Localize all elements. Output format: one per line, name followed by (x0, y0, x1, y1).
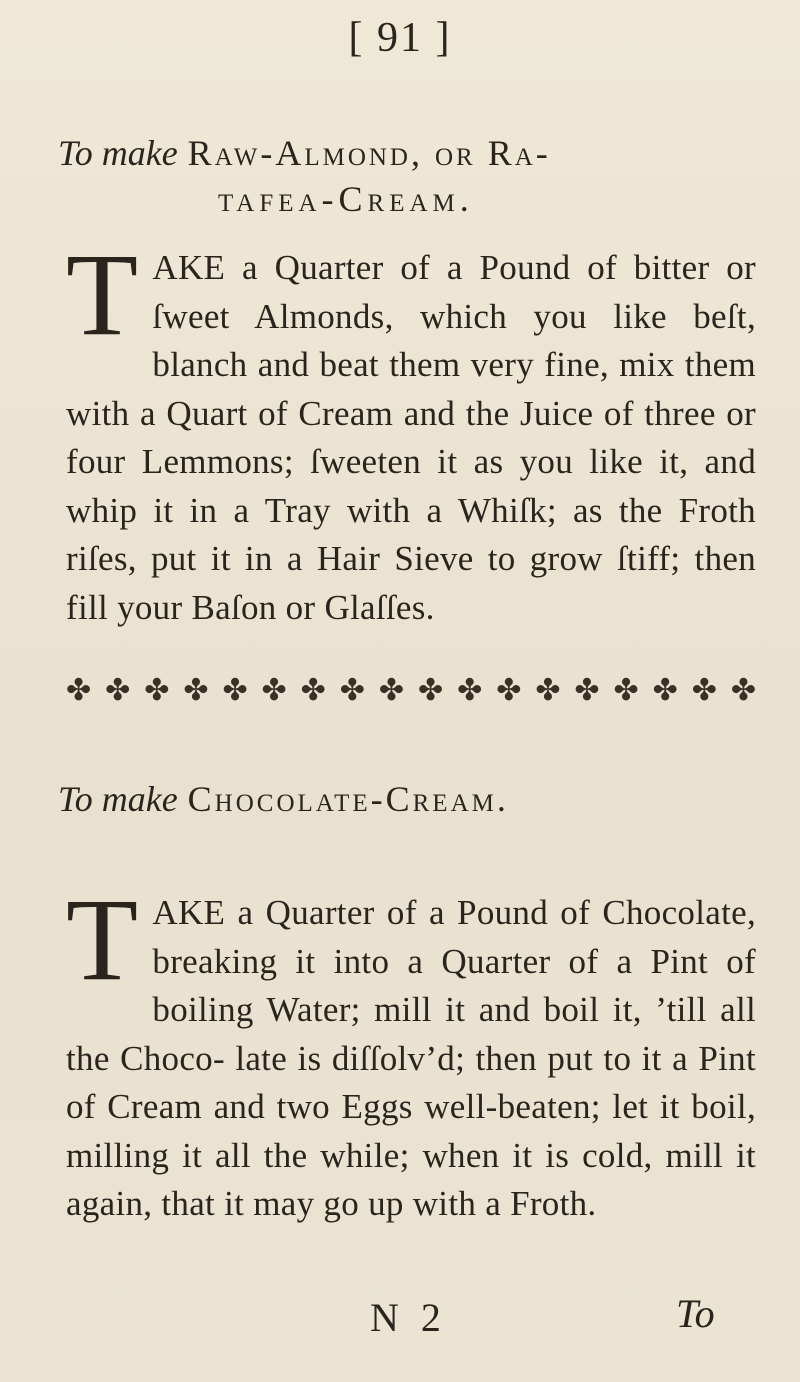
title-main: Chocolate-Cream. (187, 779, 509, 819)
ornament-icon: ✤ (496, 672, 522, 708)
decorative-ornament-band (66, 668, 756, 712)
ornament-icon: ✤ (378, 672, 405, 708)
ornament-icon: ✤ (457, 672, 483, 708)
catchword: To (676, 1291, 715, 1336)
ornament-icon: ✤ (574, 672, 600, 708)
recipe-text: AKE a Quarter of a Pound of bitter or ſweet Almonds, which you like beſt, blanch and beat them very fine, mix them with a Quart of Cream and the Juice of three or four Lemmons; ſweeten it as you like it, and whip it in a Tray with a Whiſk; as the Froth riſes, put it in a Hair Sieve to grow ſtiff; then fill your Baſon or Glaſſes. (66, 248, 756, 627)
ornament-icon: ✤ (144, 672, 170, 708)
title-continuation: tafea-Cream. (218, 179, 474, 219)
recipe-title-almond-cream (58, 130, 758, 222)
ornament-icon: ✤ (105, 672, 131, 708)
recipe-title-chocolate-cream (58, 776, 758, 822)
title-lead: To make (58, 779, 178, 819)
page-number: [ 91 ] (348, 15, 452, 61)
ornament-icon: ✤ (300, 672, 326, 708)
ornament-icon: ✤ (261, 672, 287, 708)
ornament-icon: ✤ (417, 672, 444, 708)
ornament-icon: ✤ (535, 672, 561, 708)
ornament-icon: ✤ (66, 672, 92, 708)
title-main: Raw-Almond, or Ra- (187, 133, 551, 173)
recipe-body-chocolate-cream (66, 874, 756, 1229)
ornament-icon: ✤ (222, 672, 248, 708)
ornament-icon: ✤ (613, 672, 639, 708)
ornament-icon: ✤ (730, 672, 756, 708)
signature-mark: N 2 (370, 1295, 447, 1340)
recipe-body-almond-cream (66, 229, 756, 632)
recipe-text: AKE a Quarter of a Pound of Chocolate, breaking it into a Quarter of a Pint of boiling Water; mill it and boil it, ’till all the Choco- late is diſſolv’d; then put to it a Pint of Cream and two Eggs well-beaten; let it boil, milling it all the while; when it is cold, mill it again, that it may go up with a Froth. (66, 893, 756, 1223)
drop-cap: T (66, 229, 139, 360)
drop-cap: T (66, 874, 139, 1005)
ornament-icon: ✤ (652, 672, 678, 708)
ornament-icon: ✤ (691, 672, 717, 708)
ornament-icon: ✤ (339, 672, 365, 708)
ornament-icon: ✤ (183, 672, 209, 708)
title-lead: To make (58, 133, 178, 173)
